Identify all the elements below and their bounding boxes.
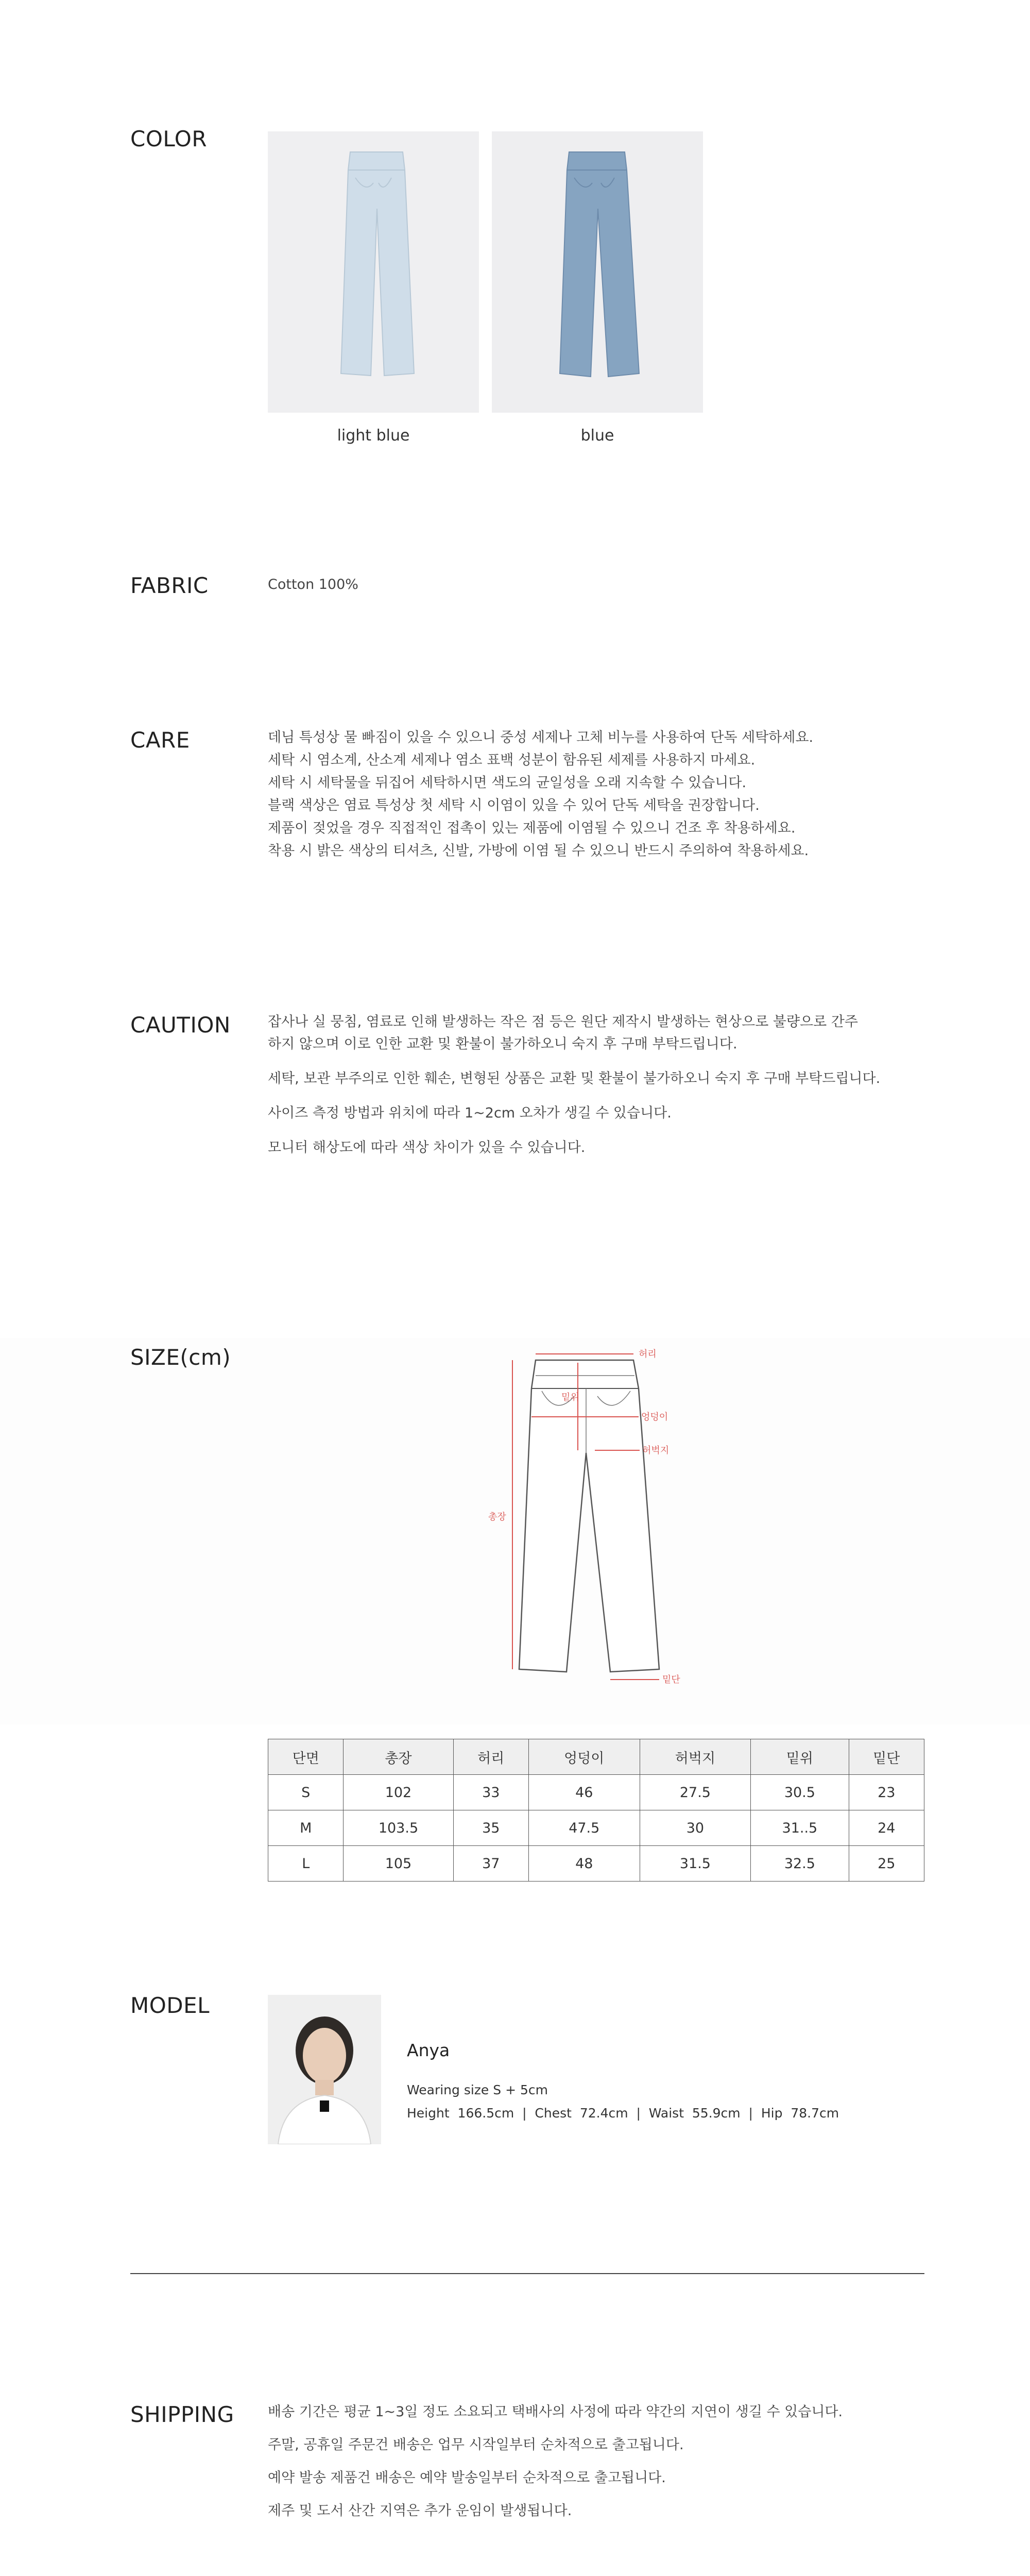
caution-p3: 사이즈 측정 방법과 위치에 따라 1~2cm 오차가 생길 수 있습니다. xyxy=(268,1105,672,1121)
size-table-row xyxy=(268,1775,924,1810)
swatch-label-light-blue: light blue xyxy=(337,427,410,445)
size-cell: 31..5 xyxy=(751,1810,849,1846)
swatch-photo-light-blue[interactable] xyxy=(268,131,479,413)
size-table-row xyxy=(268,1810,924,1846)
shipping-heading: SHIPPING xyxy=(130,2402,234,2427)
size-table-header: 허벅지 xyxy=(640,1739,751,1775)
shipping-text xyxy=(268,2401,843,2522)
shipping-p3: 예약 발송 제품건 배송은 예약 발송일부터 순차적으로 출고됩니다. xyxy=(268,2470,666,2486)
size-table-header: 엉덩이 xyxy=(528,1739,640,1775)
size-cell: 102 xyxy=(344,1775,453,1810)
care-text xyxy=(268,726,813,862)
swatch-label-blue: blue xyxy=(580,427,614,445)
care-line: 세탁 시 염소계, 산소계 세제나 염소 표백 성분이 함유된 세제를 사용하지 마세요. xyxy=(268,752,756,768)
size-table-header: 총장 xyxy=(344,1739,453,1775)
size-cell: 24 xyxy=(849,1810,924,1846)
fabric-text: Cotton 100% xyxy=(268,577,358,592)
caution-p2: 세탁, 보관 부주의로 인한 훼손, 변형된 상품은 교환 및 환불이 불가하오니 숙지 후 구매 부탁드립니다. xyxy=(268,1071,881,1087)
fabric-heading: FABRIC xyxy=(130,573,209,598)
size-diagram xyxy=(484,1340,752,1721)
size-cell: 46 xyxy=(528,1775,640,1810)
size-cell: 47.5 xyxy=(528,1810,640,1846)
size-table-header-row xyxy=(268,1739,924,1775)
size-table-header: 밑단 xyxy=(849,1739,924,1775)
label-rise: 밑위 xyxy=(561,1392,579,1403)
caution-p1b: 하지 않으며 이로 인한 교환 및 환불이 불가하오니 숙지 후 구매 부탁드립니다. xyxy=(268,1036,737,1052)
size-table-row xyxy=(268,1846,924,1882)
size-cell: 33 xyxy=(453,1775,528,1810)
size-cell: 103.5 xyxy=(344,1810,453,1846)
caution-p4: 모니터 해상도에 따라 색상 차이가 있을 수 있습니다. xyxy=(268,1140,586,1156)
size-cell: 32.5 xyxy=(751,1846,849,1882)
model-name: Anya xyxy=(407,2040,450,2060)
caution-p1a: 잡사나 실 뭉침, 염료로 인해 발생하는 작은 점 등은 원단 제작시 발생하는 현상으로 불량으로 간주 xyxy=(268,1014,858,1030)
jeans-light-blue-image xyxy=(268,131,479,413)
size-table-header: 단면 xyxy=(268,1739,344,1775)
size-cell: 37 xyxy=(453,1846,528,1882)
model-heading: MODEL xyxy=(130,1993,210,2018)
size-table-header: 허리 xyxy=(453,1739,528,1775)
size-table-header: 밑위 xyxy=(751,1739,849,1775)
size-cell: 30 xyxy=(640,1810,751,1846)
size-cell: 30.5 xyxy=(751,1775,849,1810)
size-cell: 35 xyxy=(453,1810,528,1846)
caution-heading: CAUTION xyxy=(130,1012,231,1038)
caution-text xyxy=(268,1011,880,1159)
label-total-length: 총장 xyxy=(488,1512,506,1522)
model-portrait-image xyxy=(268,1995,381,2144)
size-cell: M xyxy=(268,1810,344,1846)
label-waist: 허리 xyxy=(639,1349,657,1360)
size-cell: 48 xyxy=(528,1846,640,1882)
label-hem: 밑단 xyxy=(662,1674,680,1685)
label-thigh: 허벅지 xyxy=(642,1445,670,1456)
size-heading: SIZE(cm) xyxy=(130,1345,231,1370)
color-heading: COLOR xyxy=(130,126,208,151)
size-cell: 23 xyxy=(849,1775,924,1810)
care-line: 착용 시 밝은 색상의 티셔츠, 신발, 가방에 이염 될 수 있으니 반드시 주의하여 착용하세요. xyxy=(268,843,809,859)
label-hip: 엉덩이 xyxy=(641,1412,668,1422)
size-cell: 27.5 xyxy=(640,1775,751,1810)
swatch-photo-blue[interactable] xyxy=(492,131,703,413)
section-divider xyxy=(130,2273,924,2274)
size-cell: 25 xyxy=(849,1846,924,1882)
care-heading: CARE xyxy=(130,727,190,753)
size-cell: S xyxy=(268,1775,344,1810)
model-measurements: Height 166.5cm | Chest 72.4cm | Waist 55.9cm | Hip 78.7cm xyxy=(407,2106,839,2121)
size-cell: 31.5 xyxy=(640,1846,751,1882)
shipping-p1: 배송 기간은 평균 1~3일 정도 소요되고 택배사의 사정에 따라 약간의 지연이 생길 수 있습니다. xyxy=(268,2404,843,2420)
shipping-p4: 제주 및 도서 산간 지역은 추가 운임이 발생됩니다. xyxy=(268,2503,572,2519)
care-line: 블랙 색상은 염료 특성상 첫 세탁 시 이염이 있을 수 있어 단독 세탁을 권장합니다. xyxy=(268,798,760,814)
size-cell: L xyxy=(268,1846,344,1882)
care-line: 제품이 젖었을 경우 직접적인 접촉이 있는 제품에 이염될 수 있으니 건조 후 착용하세요. xyxy=(268,820,796,836)
model-wearing-size: Wearing size S + 5cm xyxy=(407,2082,548,2097)
size-cell: 105 xyxy=(344,1846,453,1882)
size-table xyxy=(268,1739,924,1882)
jeans-blue-image xyxy=(492,131,703,413)
care-line: 세탁 시 세탁물을 뒤집어 세탁하시면 색도의 균일성을 오래 지속할 수 있습니다. xyxy=(268,775,747,791)
care-line: 데님 특성상 물 빠짐이 있을 수 있으니 중성 세제나 고체 비누를 사용하여 단독 세탁하세요. xyxy=(268,730,814,745)
model-photo xyxy=(268,1995,381,2144)
shipping-p2: 주말, 공휴일 주문건 배송은 업무 시작일부터 순차적으로 출고됩니다. xyxy=(268,2437,684,2453)
